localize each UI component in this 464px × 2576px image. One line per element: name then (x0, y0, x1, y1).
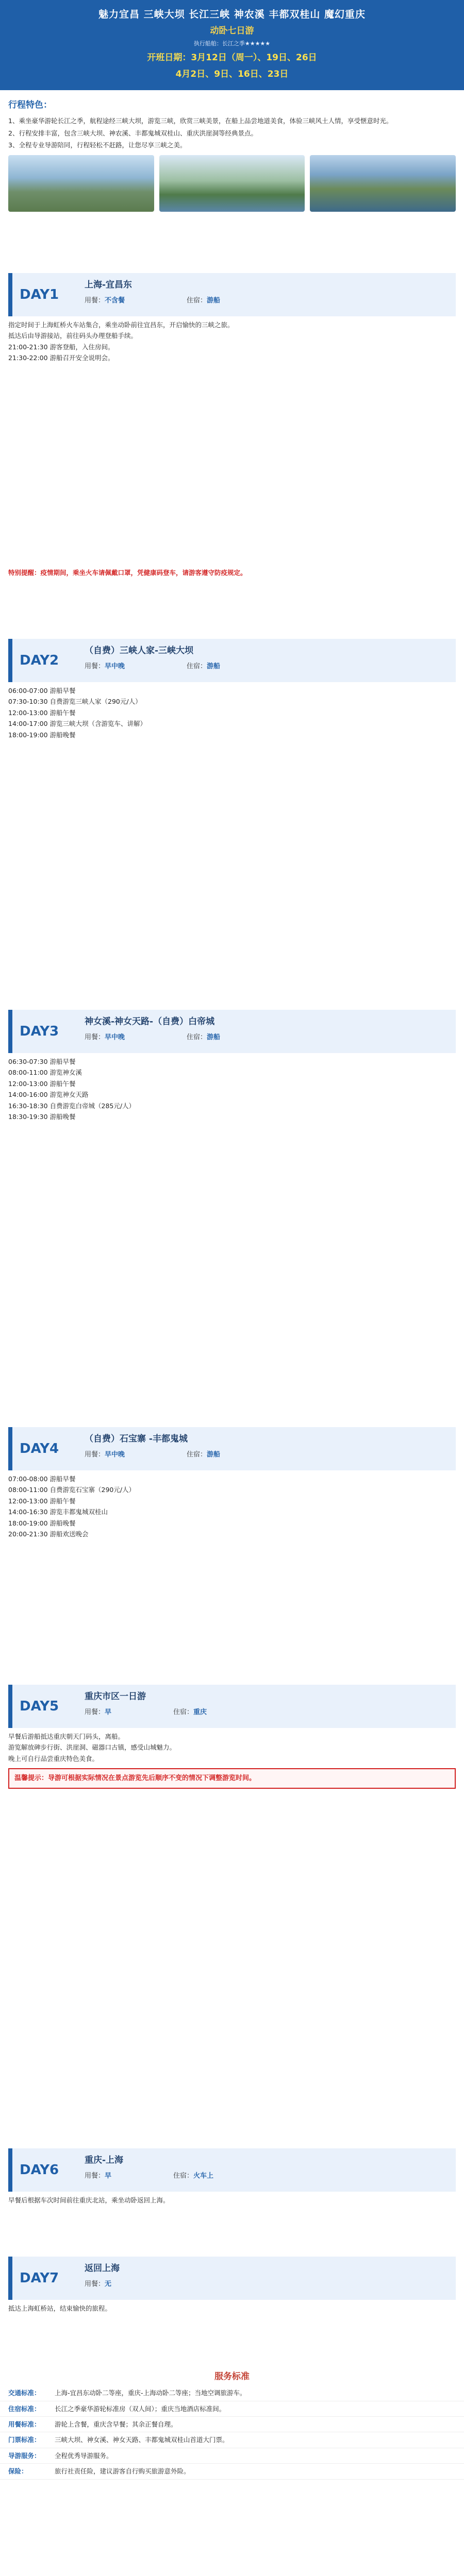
service-row: 导游服务： 全程优秀导游服务。 (0, 2448, 464, 2464)
day-header (8, 1010, 456, 1053)
features-heading: 行程特色： (8, 100, 52, 110)
day-number: DAY5 (20, 1698, 59, 1714)
feature-item: 1、乘坐豪华游轮长江之季，航程途经三峡大坝，游览三峡，欣赏三峡美景，在船上品尝地道美食，体验三峡风土人情，享受惬意时光。 (8, 117, 393, 125)
day-line: 21:00-21:30 游客登船，入住房间。 (8, 343, 114, 351)
day-3-section (0, 1005, 464, 1417)
day-7-section (0, 2251, 464, 2354)
day-line: 早餐后游船抵达重庆朝天门码头，离船。 (8, 1733, 125, 1740)
day-meal: 用餐：早中晚 (85, 1033, 125, 1042)
special-notice (0, 567, 464, 629)
day-stay: 住宿：火车上 (173, 2172, 214, 2180)
day-line: 指定时间于上海虹桥火车站集合，乘坐动卧前往宜昌东，开启愉快的三峡之旅。 (8, 321, 234, 329)
scenery-photo-gorge (159, 155, 305, 212)
service-row: 门票标准： 三峡大坝、神女溪、神女天路、丰都鬼城双桂山首道大门票。 (0, 2432, 464, 2448)
day-line: 18:00-19:00 游船晚餐 (8, 1519, 76, 1527)
day-line: 抵达上海虹桥站，结束愉快的旅程。 (8, 2304, 112, 2312)
service-row: 交通标准： 上海-宜昌东动卧二等座，重庆-上海动卧二等座；当地空调旅游车。 (0, 2385, 464, 2401)
day-number: DAY2 (20, 652, 59, 668)
day-1-section (0, 268, 464, 556)
features-section (0, 95, 464, 265)
day-line: 20:00-21:30 游船欢送晚会 (8, 1530, 89, 1538)
day-stay: 住宿：游船 (187, 1451, 221, 1459)
day-5-section (0, 1680, 464, 2133)
day-line: 06:30-07:30 游船早餐 (8, 1058, 76, 1065)
day-number: DAY1 (20, 286, 59, 302)
day-stay: 住宿：重庆 (173, 1708, 207, 1717)
day-number: DAY7 (20, 2270, 59, 2286)
day-line: 14:00-17:00 游览三峡大坝（含游览车、讲解） (8, 720, 147, 728)
day-header (8, 1685, 456, 1728)
day-meal: 用餐：无 (85, 2280, 112, 2289)
service-title: 服务标准 (214, 2371, 250, 2382)
day-line: 14:00-16:30 游览丰都鬼城双桂山 (8, 1508, 108, 1516)
day-line: 06:00-07:00 游船早餐 (8, 687, 76, 694)
service-standard-section (0, 2365, 464, 2576)
trip-subtitle: 动卧七日游 (210, 26, 254, 37)
day-stay: 住宿：游船 (187, 297, 221, 305)
day-route: 重庆市区一日游 (85, 1691, 146, 1702)
dates-line-2: 4月2日、9日、16日、23日 (175, 69, 289, 80)
day-route: 重庆-上海 (85, 2155, 124, 2165)
day-route: （自费）石宝寨 -丰都鬼城 (85, 1434, 188, 1444)
day-line: 07:30-10:30 自费游览三峡人家（290元/人） (8, 698, 142, 706)
scenery-photo-river (310, 155, 456, 212)
service-row: 用餐标准： 游轮上含餐，重庆含早餐；其余正餐自理。 (0, 2417, 464, 2432)
day-meal: 用餐：早 (85, 1708, 112, 1717)
day-line: 18:30-19:30 游船晚餐 (8, 1112, 76, 1121)
day-stay: 住宿：游船 (187, 663, 221, 671)
day-header (8, 2148, 456, 2192)
day-meal: 用餐：早 (85, 2172, 112, 2180)
scenery-photos (0, 151, 464, 216)
day-route: 神女溪-神女天路-（自费）白帝城 (85, 1016, 215, 1027)
day-6-section (0, 2143, 464, 2246)
service-row: 保险： 旅行社责任险，建议游客自行购买旅游意外险。 (0, 2464, 464, 2479)
feature-item: 2、行程安排丰富，包含三峡大坝、神农溪、丰都鬼城双桂山、重庆洪崖洞等经典景点。 (8, 129, 257, 137)
day-header (8, 273, 456, 316)
day-line: 07:00-08:00 游船早餐 (8, 1475, 76, 1483)
day-meal: 用餐：早中晚 (85, 1451, 125, 1459)
dates-line-1: 开班日期：3月12日（周一）、19日、26日 (147, 52, 317, 63)
day-route: （自费）三峡人家-三峡大坝 (85, 646, 194, 656)
day-route: 返回上海 (85, 2263, 120, 2274)
service-row: 住宿标准： 长江之季豪华游轮标准房（双人间）；重庆当地酒店标准间。 (0, 2401, 464, 2417)
day-line: 14:00-16:00 游览神女天路 (8, 1091, 89, 1099)
trip-title: 魅力宜昌 三峡大坝 长江三峡 神农溪 丰都双桂山 魔幻重庆 (98, 9, 366, 20)
day-line: 08:00-11:00 游览神女溪 (8, 1069, 82, 1077)
warn-box: 温馨提示：导游可根据实际情况在景点游览先后顺序不变的情况下调整游览时间。 (8, 1768, 456, 1789)
day-line: 游览解放碑步行街、洪崖洞、磁器口古镇，感受山城魅力。 (8, 1743, 176, 1752)
special-notice-text: 特别提醒：疫情期间，乘坐火车请佩戴口罩，凭健康码登车，请游客遵守防疫规定。 (8, 569, 247, 577)
day-line: 16:30-18:30 自费游览白帝城（285元/人） (8, 1101, 136, 1110)
day-number: DAY4 (20, 1440, 59, 1456)
day-line: 早餐后根据车次时间前往重庆北站，乘坐动卧返回上海。 (8, 2196, 170, 2204)
day-number: DAY6 (20, 2162, 59, 2178)
header-band (0, 0, 464, 90)
day-number: DAY3 (20, 1023, 59, 1039)
day-line: 12:00-13:00 游船午餐 (8, 1079, 76, 1088)
scenery-photo-dam (8, 155, 154, 212)
day-header (8, 1427, 456, 1470)
day-line: 抵达后由导游接站，前往码头办理登船手续。 (8, 332, 138, 340)
day-line: 晚上可自行品尝重庆特色美食。 (8, 1754, 99, 1762)
day-meal: 用餐：早中晚 (85, 663, 125, 671)
day-route: 上海-宜昌东 (85, 280, 132, 290)
day-2-section (0, 634, 464, 994)
executor-ship: 执行船舶：长江之季★★★★★ (193, 40, 271, 47)
day-line: 12:00-13:00 游船午餐 (8, 708, 76, 717)
day-line: 21:30-22:00 游船召开安全说明会。 (8, 354, 114, 362)
day-4-section (0, 1422, 464, 1674)
day-line: 08:00-11:00 自费游览石宝寨（290元/人） (8, 1486, 136, 1494)
day-header (8, 639, 456, 682)
feature-item: 3、全程专业导游陪同，行程轻松不赶路，让您尽享三峡之美。 (8, 141, 187, 149)
day-header (8, 2257, 456, 2300)
day-meal: 用餐：不含餐 (85, 297, 125, 305)
day-line: 18:00-19:00 游船晚餐 (8, 731, 76, 739)
day-stay: 住宿：游船 (187, 1033, 221, 1042)
day-line: 12:00-13:00 游船午餐 (8, 1497, 76, 1505)
